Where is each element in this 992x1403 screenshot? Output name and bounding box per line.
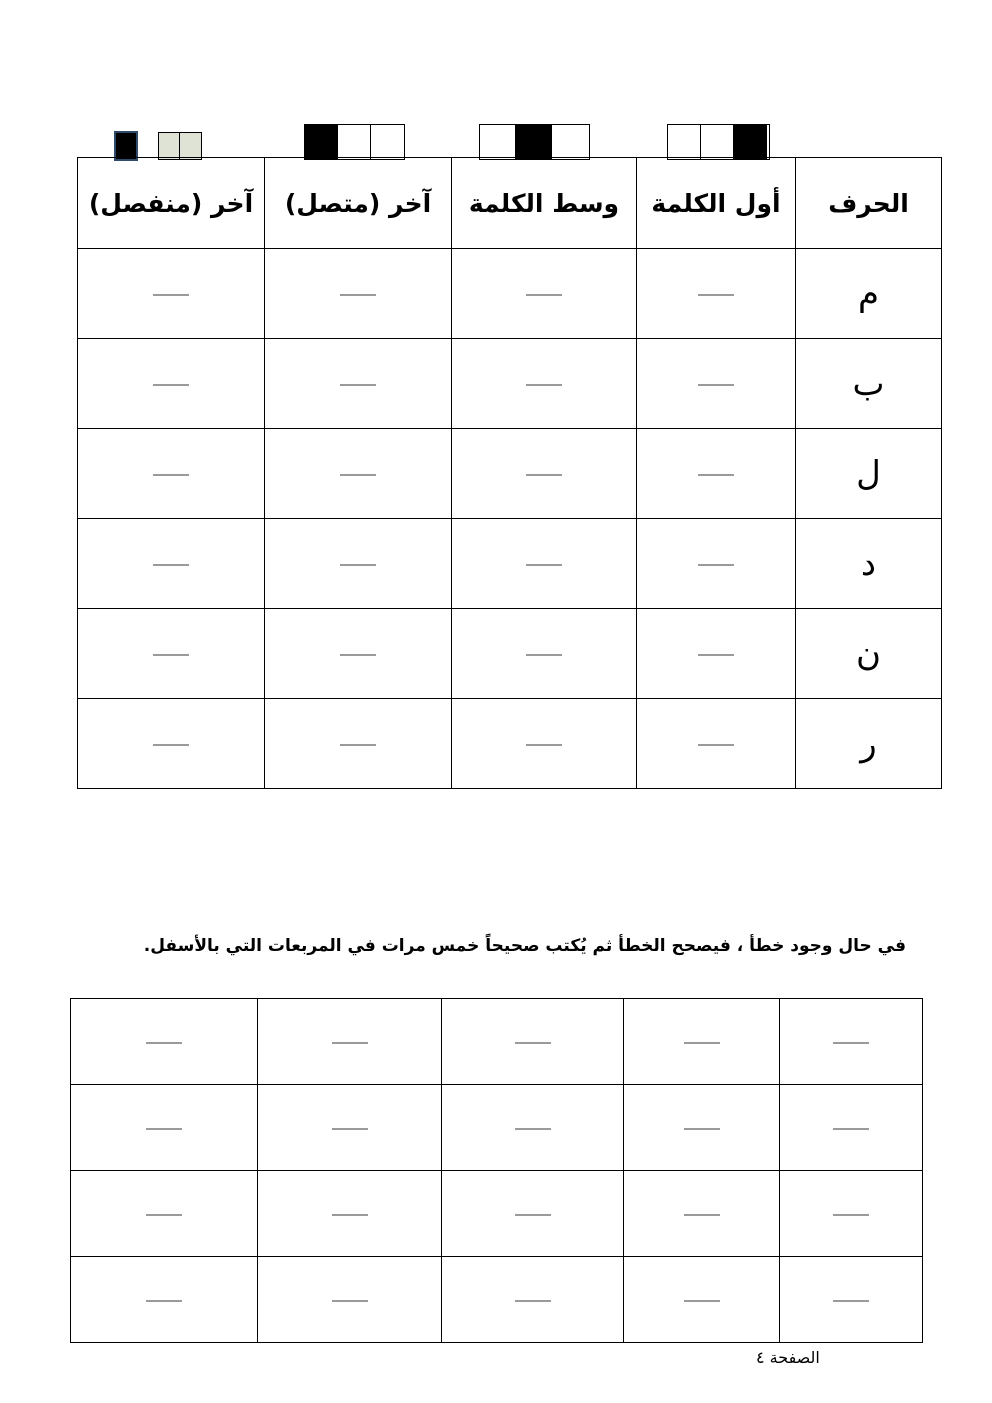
letter-glyph: ب bbox=[852, 363, 885, 404]
blank-line bbox=[340, 564, 376, 566]
legend-medial-icon bbox=[479, 124, 590, 160]
answer-cell[interactable] bbox=[265, 249, 452, 339]
blank-line bbox=[698, 474, 734, 476]
header-final-connected: آخر (متصل) bbox=[265, 158, 452, 249]
answer-cell[interactable] bbox=[265, 699, 452, 789]
practice-cell[interactable] bbox=[780, 1171, 923, 1257]
table-row bbox=[78, 429, 942, 519]
blank-line bbox=[515, 1214, 551, 1216]
table-row bbox=[78, 519, 942, 609]
answer-cell[interactable] bbox=[78, 609, 265, 699]
practice-cell[interactable] bbox=[442, 1257, 624, 1343]
answer-cell[interactable] bbox=[452, 429, 637, 519]
table-row bbox=[78, 249, 942, 339]
blank-line bbox=[684, 1300, 720, 1302]
header-letter: الحرف bbox=[796, 158, 942, 249]
blank-line bbox=[146, 1042, 182, 1044]
letter-glyph: ن bbox=[856, 633, 881, 674]
letter-cell bbox=[796, 339, 942, 429]
blank-line bbox=[526, 744, 562, 746]
blank-line bbox=[698, 564, 734, 566]
practice-cell[interactable] bbox=[780, 1085, 923, 1171]
letter-glyph: م bbox=[857, 273, 880, 314]
practice-cell[interactable] bbox=[780, 999, 923, 1085]
blank-line bbox=[526, 654, 562, 656]
practice-cell[interactable] bbox=[442, 1171, 624, 1257]
blank-line bbox=[526, 384, 562, 386]
blank-line bbox=[833, 1300, 869, 1302]
practice-cell[interactable] bbox=[442, 999, 624, 1085]
answer-cell[interactable] bbox=[265, 339, 452, 429]
blank-line bbox=[340, 744, 376, 746]
header-initial: أول الكلمة bbox=[637, 158, 796, 249]
blank-line bbox=[526, 474, 562, 476]
header-row bbox=[78, 158, 942, 249]
blank-line bbox=[515, 1042, 551, 1044]
table-row bbox=[78, 339, 942, 429]
answer-cell[interactable] bbox=[637, 609, 796, 699]
letter-cell bbox=[796, 249, 942, 339]
answer-cell[interactable] bbox=[452, 249, 637, 339]
practice-cell[interactable] bbox=[624, 999, 780, 1085]
practice-cell[interactable] bbox=[258, 999, 442, 1085]
answer-cell[interactable] bbox=[452, 699, 637, 789]
answer-cell[interactable] bbox=[265, 429, 452, 519]
blank-line bbox=[332, 1128, 368, 1130]
answer-cell[interactable] bbox=[78, 519, 265, 609]
blank-line bbox=[153, 474, 189, 476]
letter-cell bbox=[796, 519, 942, 609]
practice-cell[interactable] bbox=[71, 1257, 258, 1343]
blank-line bbox=[698, 744, 734, 746]
blank-line bbox=[698, 384, 734, 386]
blank-line bbox=[146, 1214, 182, 1216]
table-row bbox=[78, 609, 942, 699]
answer-cell[interactable] bbox=[78, 429, 265, 519]
letter-cell bbox=[796, 429, 942, 519]
letter-glyph: د bbox=[860, 543, 877, 584]
answer-cell[interactable] bbox=[265, 609, 452, 699]
practice-cell[interactable] bbox=[624, 1085, 780, 1171]
blank-line bbox=[684, 1042, 720, 1044]
answer-cell[interactable] bbox=[637, 519, 796, 609]
blank-line bbox=[833, 1128, 869, 1130]
practice-cell[interactable] bbox=[258, 1085, 442, 1171]
practice-cell[interactable] bbox=[258, 1257, 442, 1343]
blank-line bbox=[833, 1042, 869, 1044]
header-medial: وسط الكلمة bbox=[452, 158, 637, 249]
letter-cell bbox=[796, 699, 942, 789]
practice-row bbox=[71, 1257, 923, 1343]
blank-line bbox=[515, 1300, 551, 1302]
blank-line bbox=[340, 474, 376, 476]
answer-cell[interactable] bbox=[452, 519, 637, 609]
answer-cell[interactable] bbox=[78, 249, 265, 339]
practice-cell[interactable] bbox=[71, 999, 258, 1085]
blank-line bbox=[526, 564, 562, 566]
blank-line bbox=[153, 294, 189, 296]
letter-forms-table bbox=[77, 157, 942, 789]
blank-line bbox=[332, 1214, 368, 1216]
blank-line bbox=[698, 654, 734, 656]
practice-cell[interactable] bbox=[71, 1171, 258, 1257]
blank-line bbox=[332, 1300, 368, 1302]
practice-cell[interactable] bbox=[71, 1085, 258, 1171]
table-row bbox=[78, 699, 942, 789]
practice-cell[interactable] bbox=[624, 1171, 780, 1257]
letter-glyph: ل bbox=[856, 453, 881, 494]
blank-line bbox=[332, 1042, 368, 1044]
blank-line bbox=[153, 564, 189, 566]
practice-cell[interactable] bbox=[442, 1085, 624, 1171]
answer-cell[interactable] bbox=[78, 699, 265, 789]
answer-cell[interactable] bbox=[452, 609, 637, 699]
blank-line bbox=[698, 294, 734, 296]
blank-line bbox=[153, 744, 189, 746]
answer-cell[interactable] bbox=[637, 429, 796, 519]
blank-line bbox=[340, 654, 376, 656]
header-final-separate: آخر (منفصل) bbox=[78, 158, 265, 249]
answer-cell[interactable] bbox=[265, 519, 452, 609]
legend-final-connected-icon bbox=[304, 124, 405, 160]
practice-table bbox=[70, 998, 923, 1343]
blank-line bbox=[684, 1214, 720, 1216]
letter-glyph: ر bbox=[860, 723, 877, 764]
blank-line bbox=[340, 294, 376, 296]
blank-line bbox=[833, 1214, 869, 1216]
practice-row bbox=[71, 999, 923, 1085]
blank-line bbox=[146, 1300, 182, 1302]
practice-row bbox=[71, 1171, 923, 1257]
blank-line bbox=[684, 1128, 720, 1130]
answer-cell[interactable] bbox=[637, 339, 796, 429]
practice-row bbox=[71, 1085, 923, 1171]
page-number: الصفحة ٤ bbox=[756, 1348, 820, 1367]
answer-cell[interactable] bbox=[78, 339, 265, 429]
practice-cell[interactable] bbox=[780, 1257, 923, 1343]
legend-initial-icon bbox=[667, 124, 770, 160]
practice-cell[interactable] bbox=[624, 1257, 780, 1343]
legend-final-separate-icon bbox=[158, 132, 202, 160]
answer-cell[interactable] bbox=[637, 249, 796, 339]
blank-line bbox=[515, 1128, 551, 1130]
practice-cell[interactable] bbox=[258, 1171, 442, 1257]
blank-line bbox=[526, 294, 562, 296]
letter-cell bbox=[796, 609, 942, 699]
answer-cell[interactable] bbox=[637, 699, 796, 789]
blank-line bbox=[146, 1128, 182, 1130]
instruction-text: في حال وجود خطأ ، فيصحح الخطأ ثم يُكتب صحيحاً خمس مرات في المربعات التي بالأسفل. bbox=[143, 936, 906, 956]
blank-line bbox=[153, 654, 189, 656]
blank-line bbox=[340, 384, 376, 386]
blank-line bbox=[153, 384, 189, 386]
answer-cell[interactable] bbox=[452, 339, 637, 429]
